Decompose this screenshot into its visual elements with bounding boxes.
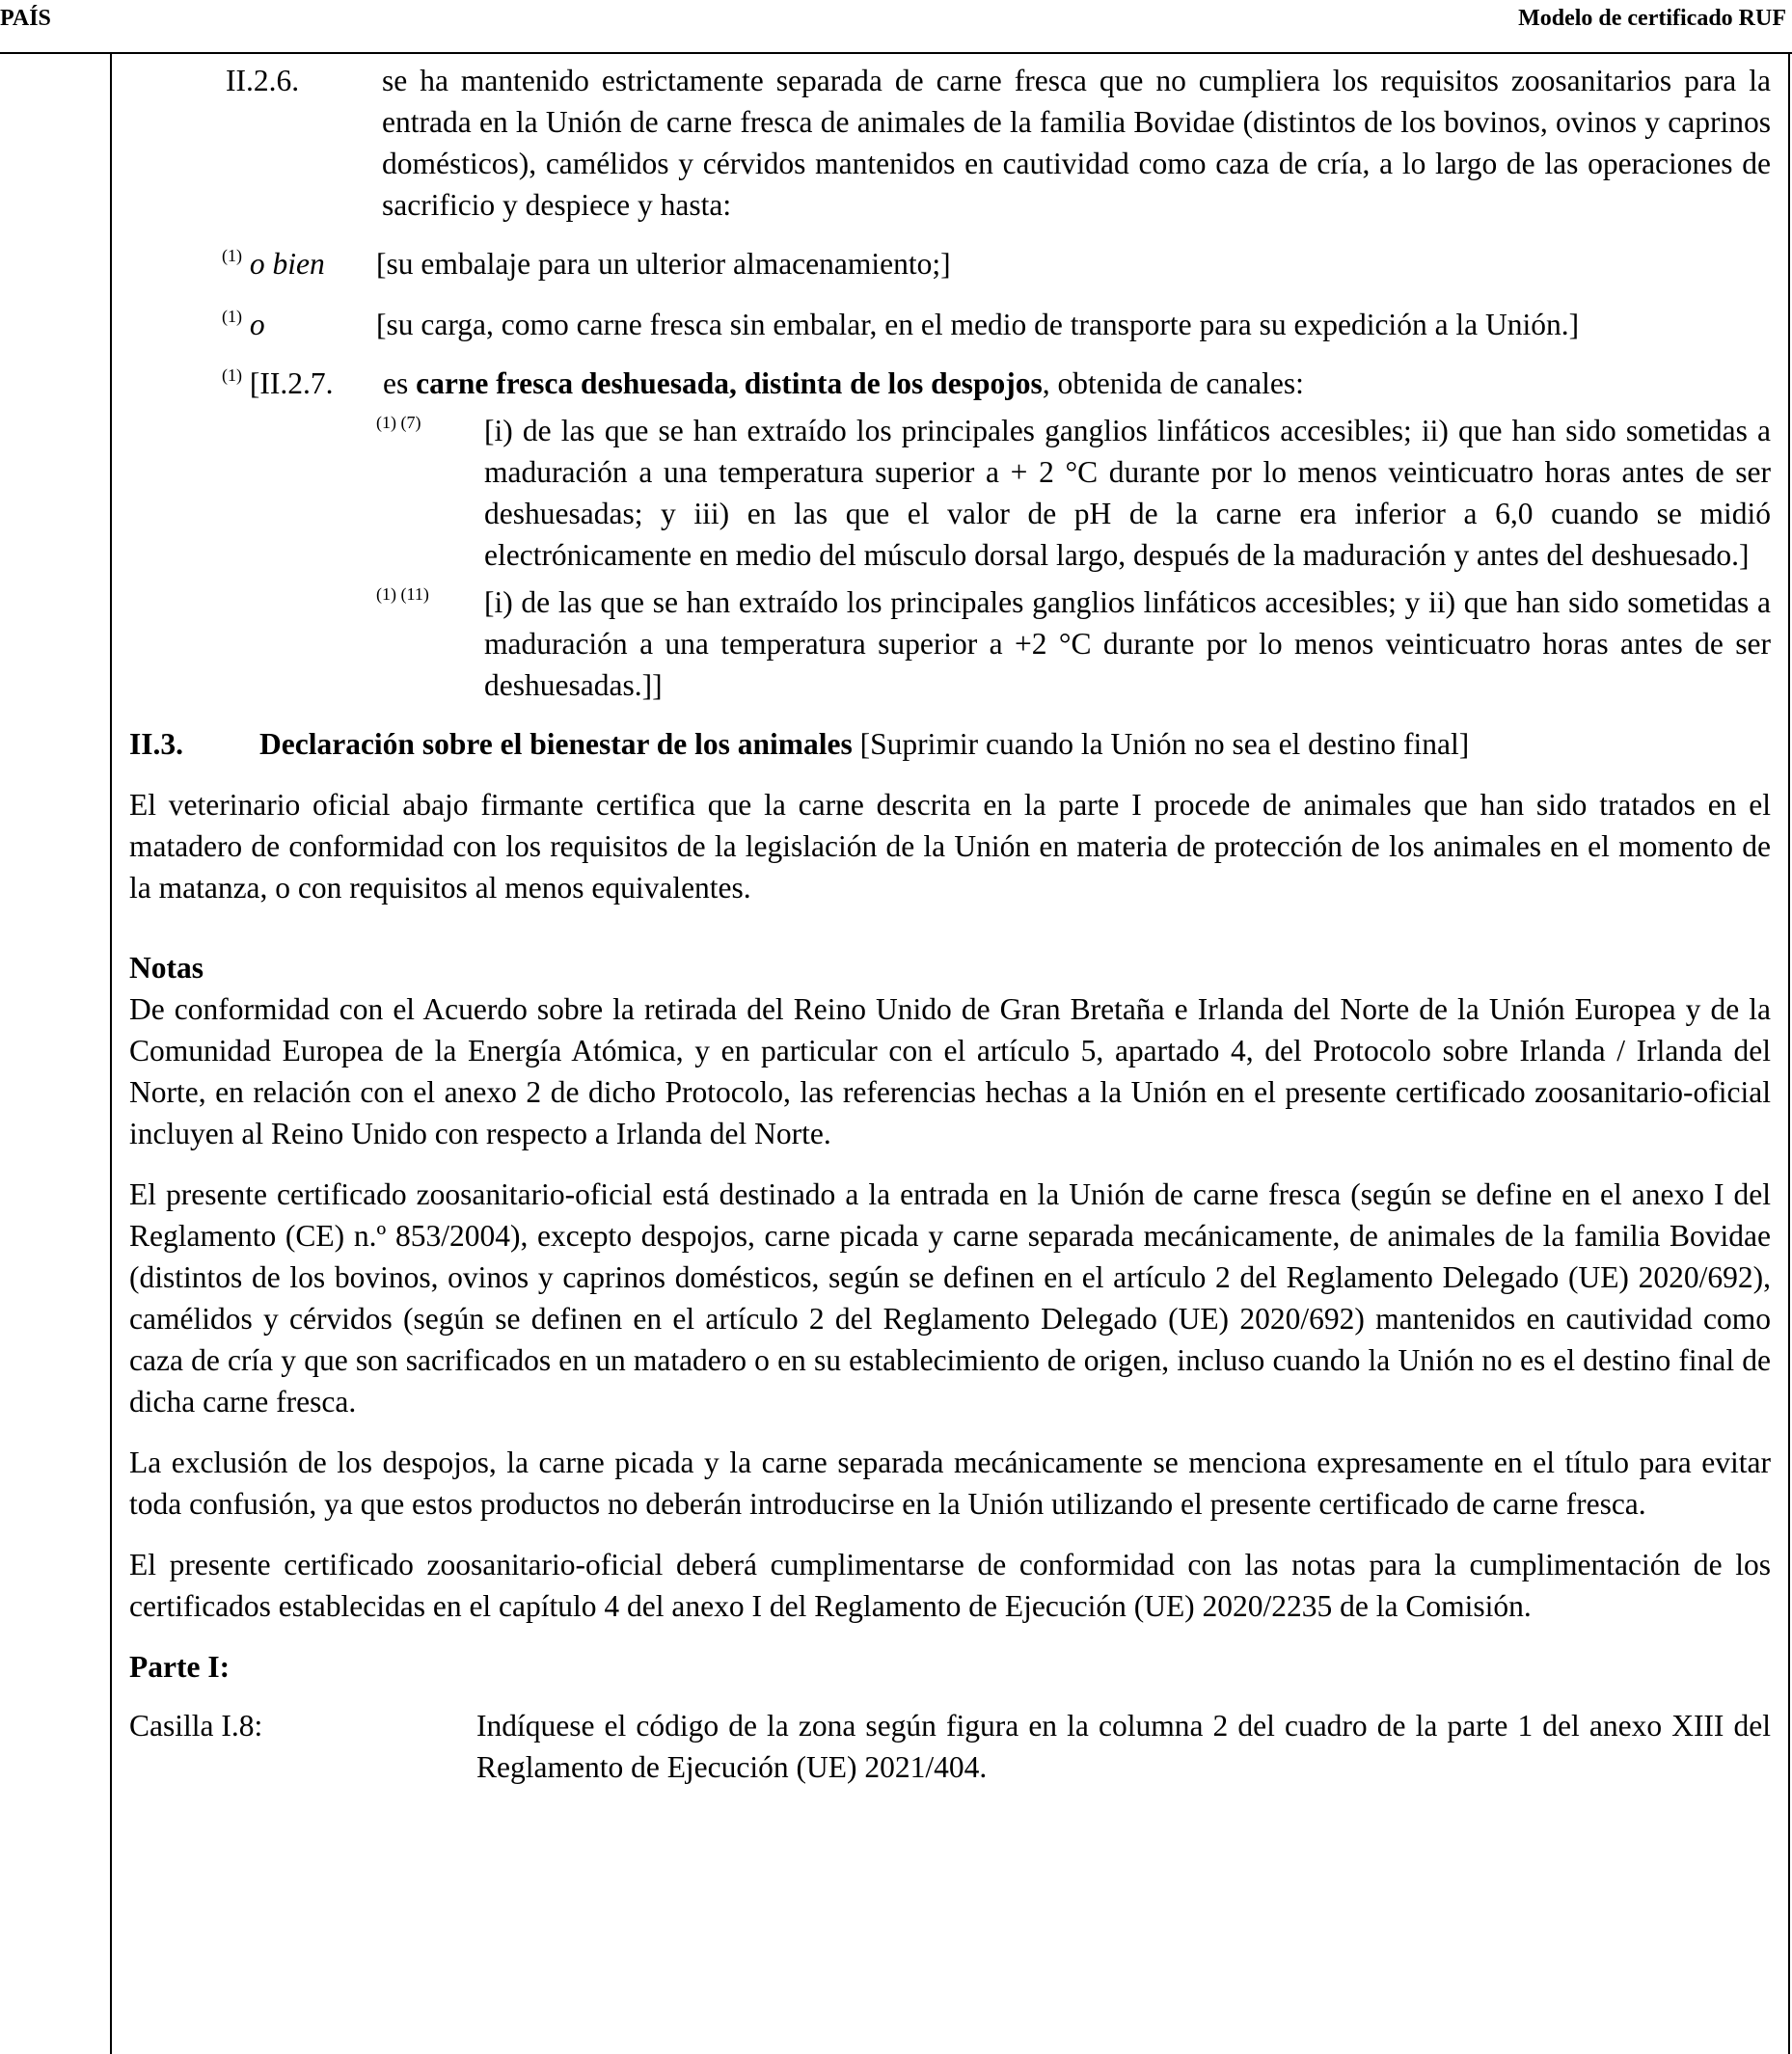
notes-paragraph-4: El presente certificado zoosanitario-oficial deberá cumplimentarse de conformidad con las notas para la cumplimentación de los certificados establecidas en el capítulo 4 del anexo I del Reglamento de Ejecución (UE) 2020/2235 de la Comisión. xyxy=(129,1548,1771,1623)
left-margin-rule xyxy=(110,53,112,2054)
section-number: II.3. xyxy=(129,727,184,761)
subsection-text: [i) de las que se han extraído los principales ganglios linfáticos accesibles; y ii) que han sido sometidas a maduración a una temperatura superior a +2 °C durante por lo menos veinticuatro horas antes de ser deshuesadas.]] xyxy=(484,585,1771,702)
box-label: Casilla I.8: xyxy=(129,1709,263,1743)
box-i-8 xyxy=(129,1705,1771,1788)
option-text: [su embalaje para un ulterior almacenamiento;] xyxy=(376,247,951,281)
option-label xyxy=(222,304,265,345)
notes-paragraph-3: La exclusión de los despojos, la carne picada y la carne separada mecánicamente se menciona expresamente en el título para evitar toda confusión, ya que estos productos no deberán introducirse en la Unión utilizando el presente certificado de carne fresca. xyxy=(129,1446,1771,1521)
section-title xyxy=(259,723,1771,765)
header-country: PAÍS xyxy=(0,6,51,31)
section-number-text: [II.2.7. xyxy=(249,366,334,400)
box-text: Indíquese el código de la zona según figura en la columna 2 del cuadro de la parte 1 del anexo XIII del Reglamento de Ejecución (UE) 2021/404. xyxy=(476,1709,1771,1784)
option-o xyxy=(129,304,1771,345)
section-ii-2-7 xyxy=(129,363,1771,404)
section-text: se ha mantenido estrictamente separada de carne fresca que no cumpliera los requisitos zoosanitarios para la entrada en la Unión de carne fresca de animales de la familia Bovidae (distintos de los bovinos, ovinos y caprinos domésticos), camélidos y cérvidos mantenidos en cautividad como caza de cría, a lo largo de las operaciones de sacrificio y despiece y hasta: xyxy=(382,64,1771,222)
subsection-11 xyxy=(129,581,1771,706)
subsection-7 xyxy=(129,410,1771,576)
welfare-paragraph: El veterinario oficial abajo firmante certifica que la carne descrita en la parte I procede de animales que han sido tratados en el matadero de conformidad con los requisitos de la legislación de la Unión en materia de protección de los animales en el momento de la matanza, o con requisitos al menos equivalentes. xyxy=(129,788,1771,905)
option-word: o xyxy=(249,308,265,341)
footnote-ref-text: (1) (11) xyxy=(376,584,429,604)
footnote-ref: (1) xyxy=(222,365,242,385)
footnote-ref xyxy=(376,410,421,451)
notes-heading: Notas xyxy=(129,951,204,985)
section-ii-3 xyxy=(129,723,1771,765)
section-text-bold: carne fresca deshuesada, distinta de los despojos xyxy=(416,366,1043,400)
section-title-rest: [Suprimir cuando la Unión no sea el destino final] xyxy=(852,727,1470,761)
footnote-ref: (1) xyxy=(222,246,242,265)
option-word: o bien xyxy=(249,247,325,281)
footnote-ref: (1) xyxy=(222,307,242,326)
notes-paragraph-2: El presente certificado zoosanitario-oficial está destinado a la entrada en la Unión de carne fresca (según se define en el anexo I del Reglamento (CE) n.º 853/2004), excepto despojos, carne picada y carne separada mecánicamente, de animales de la familia Bovidae (distintos de los bovinos, ovinos y caprinos domésticos, según se definen en el artículo 2 del Reglamento Delegado (UE) 2020/692), camélidos y cérvidos (según se definen en el artículo 2 del Reglamento Delegado (UE) 2020/692) mantenidos en cautividad como caza de cría y que son sacrificados en un matadero o en su establecimiento de origen, incluso cuando la Unión no es el destino final de dicha carne fresca. xyxy=(129,1177,1771,1419)
section-ii-2-6 xyxy=(129,60,1771,226)
part-i-heading: Parte I: xyxy=(129,1650,231,1684)
section-title-bold: Declaración sobre el bienestar de los animales xyxy=(259,727,853,761)
header-rule xyxy=(0,52,1792,54)
notes-paragraph-1: De conformidad con el Acuerdo sobre la retirada del Reino Unido de Gran Bretaña e Irlanda del Norte de la Unión Europea y de la Comunidad Europea de la Energía Atómica, y en particular con el artículo 5, apartado 4, del Protocolo sobre Irlanda / Irlanda del Norte, en relación con el anexo 2 de dicho Protocolo, las referencias hechas a la Unión en el presente certificado zoosanitario-oficial incluyen al Reino Unido con respecto a Irlanda del Norte. xyxy=(129,992,1771,1150)
section-text-post: , obtenida de canales: xyxy=(1042,366,1304,400)
document-body xyxy=(129,60,1771,1788)
subsection-text: [i) de las que se han extraído los principales ganglios linfáticos accesibles; ii) que han sido sometidas a maduración a una temperatura superior a + 2 °C durante por lo menos veinticuatro horas antes de ser deshuesadas; y iii) en las que el valor de pH de la carne era inferior a 6,0 cuando se midió electrónicamente en medio del músculo dorsal largo, después de la maduración y antes del deshuesado.] xyxy=(484,414,1771,572)
section-text-pre: es xyxy=(383,366,417,400)
option-text: [su carga, como carne fresca sin embalar, en el medio de transporte para su expedición a la Unión.] xyxy=(376,308,1580,341)
section-text xyxy=(383,363,1771,404)
section-number xyxy=(222,363,333,404)
footnote-ref xyxy=(376,581,429,623)
option-label xyxy=(222,243,325,284)
section-number: II.2.6. xyxy=(226,64,300,97)
right-margin-rule xyxy=(1788,53,1790,2054)
option-o-bien xyxy=(129,243,1771,284)
footnote-ref-text: (1) (7) xyxy=(376,413,421,432)
header-model: Modelo de certificado RUF xyxy=(1518,6,1786,31)
